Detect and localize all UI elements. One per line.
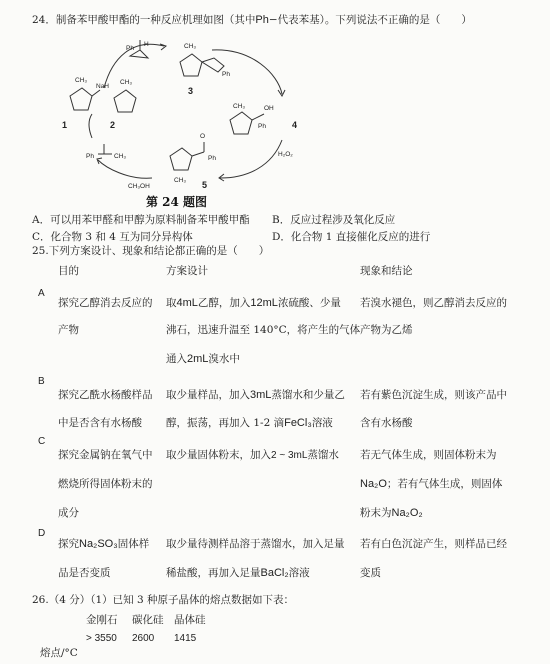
label-ph-4: Ph — [258, 123, 266, 130]
q25-a-d1d: 12mL — [250, 297, 278, 309]
q25-row-b-result-2: 含有水杨酸 — [360, 417, 413, 429]
q25-header-design: 方案设计 — [166, 265, 208, 277]
label-ch3-ester: CH₃ — [114, 153, 127, 160]
q25-d-d2c: 溶液 — [288, 567, 310, 579]
q26-header-si: 晶体硅 — [174, 614, 206, 626]
q26-row-label: 熔点/°C — [40, 647, 78, 659]
q25-b-d1a: 取少量样品，加入 — [166, 389, 250, 401]
q25-b-d2b: FeCl₃ — [284, 417, 312, 429]
q25-row-d-result-2: 变质 — [360, 567, 381, 579]
q25-a-d1a: 取 — [166, 297, 177, 309]
q25-b-d1c: 蒸馏水和少量乙 — [271, 389, 345, 401]
q25-row-a-design-1 — [166, 296, 341, 310]
q25-a-d3c: 溴水中 — [208, 353, 240, 365]
q26-value-diamond: > 3550 — [86, 633, 117, 644]
label-compound-2: 2 — [110, 120, 116, 130]
compound-3-ring — [180, 54, 202, 76]
label-ph-ester: Ph — [86, 153, 94, 160]
q26-value-si: 1415 — [174, 633, 197, 644]
q25-row-c-design-1 — [166, 448, 339, 463]
label-oh: OH — [264, 105, 274, 112]
reaction-mechanism-diagram — [52, 28, 342, 210]
label-h2o2: H₂O₂ — [278, 151, 293, 158]
q25-row-c-result-2 — [360, 477, 502, 491]
q25-row-a-design-3 — [166, 352, 240, 366]
q25-row-a-result-1: 若溴水褪色，则乙醇消去反应的 — [360, 297, 507, 309]
label-h: H — [144, 41, 149, 48]
q25-header-result: 现象和结论 — [360, 265, 413, 277]
q25-row-d-purpose-1 — [58, 537, 149, 551]
q25-d-d2a: 稀盐酸，再加入足量 — [166, 567, 261, 579]
q24-stem-part-a: 24．制备苯甲酸甲酯的一种反应机理如图（其中 — [32, 14, 256, 26]
q24-option-b: B．反应过程涉及氧化反应 — [272, 214, 396, 226]
q25-a-d3a: 通入 — [166, 353, 187, 365]
q25-row-b-label: B — [38, 376, 45, 387]
q25-row-d-purpose-2: 品是否变质 — [58, 567, 111, 579]
arrow-5-to-ester — [98, 160, 152, 178]
q25-c-r2a: Na₂O — [360, 478, 387, 490]
q25-b-d2a: 醇，振荡，再加入 1-2 滴 — [166, 417, 285, 429]
label-ch3-4: CH₃ — [233, 103, 246, 110]
q25-row-c-purpose-1: 探究金属钠在氧气中 — [58, 449, 153, 461]
q25-row-d-label: D — [38, 528, 46, 539]
compound-5-ring — [170, 148, 192, 170]
q25-stem: 25.下列方案设计、现象和结论都正确的是（ ） — [32, 245, 270, 257]
q25-d-d2b: BaCl₂ — [260, 567, 289, 579]
q25-row-b-design-2 — [166, 416, 333, 430]
q25-row-a-label: A — [38, 288, 45, 299]
q24-option-d: D．化合物 1 直接催化反应的进行 — [272, 231, 431, 243]
q25-c-r3a: 粉末为 — [360, 507, 392, 519]
q25-a-d1c: 乙醇，加入 — [197, 297, 251, 309]
q25-header-purpose: 目的 — [58, 265, 79, 277]
q25-row-a-purpose-2: 产物 — [58, 324, 79, 336]
arrow-1-to-2 — [104, 44, 164, 88]
q25-row-b-purpose-2: 中是否含有水杨酸 — [58, 417, 142, 429]
label-ph-3: Ph — [222, 71, 230, 78]
label-ph-5: Ph — [208, 155, 216, 162]
label-nah: NaH — [96, 83, 110, 90]
compound-2-ring — [114, 90, 136, 112]
label-ch3-1: CH₃ — [75, 77, 88, 84]
q25-row-a-purpose-1: 探究乙醇消去反应的 — [58, 297, 153, 309]
q25-row-a-result-2: 产物为乙烯 — [360, 324, 413, 336]
label-ph-aldehyde: Ph — [126, 45, 134, 52]
q25-d-p1c: 固体样 — [117, 538, 150, 550]
q24-stem — [32, 12, 472, 27]
q24-ph-symbol: Ph — [255, 14, 269, 26]
figure-caption: 第 24 题图 — [146, 195, 208, 209]
label-ch3oh: CH₃OH — [128, 183, 150, 190]
q26-stem: 26.（4 分）（1）已知 3 种原子晶体的熔点数据如下表： — [32, 594, 295, 606]
q25-row-c-purpose-2: 燃烧所得固体粉末的 — [58, 478, 153, 490]
q25-row-b-result-1: 若有紫色沉淀生成，则该产品中 — [360, 389, 507, 401]
q25-b-d2c: 溶液 — [311, 417, 333, 429]
q25-row-a-design-2: 沸石，迅速升温至 140°C，将产生的气体 — [166, 324, 361, 336]
q25-row-c-label: C — [38, 436, 46, 447]
compound-4-ring — [230, 112, 252, 134]
label-ch3-3: CH₃ — [184, 43, 197, 50]
label-compound-1: 1 — [62, 120, 68, 130]
q25-c-d1c: 蒸馏水 — [307, 449, 339, 461]
label-ch3-2: CH₃ — [120, 79, 133, 86]
q26-value-sic: 2600 — [132, 633, 155, 644]
q25-d-p1b: Na₂SO₃ — [79, 538, 118, 550]
q25-d-p1a: 探究 — [58, 538, 79, 550]
arrow-4-to-5 — [220, 140, 282, 178]
q25-c-r2b: ；若有气体生成，则固体 — [386, 478, 503, 490]
q25-row-c-purpose-3: 成分 — [58, 507, 79, 519]
compound-1-ring — [70, 88, 92, 110]
q25-c-d1b: 2 ~ 3mL — [271, 450, 308, 461]
label-compound-3: 3 — [188, 86, 194, 96]
label-compound-5: 5 — [202, 180, 208, 190]
q25-row-b-design-1 — [166, 388, 345, 402]
q25-c-r3b: Na₂O₂ — [391, 507, 423, 519]
q25-a-d3b: 2mL — [187, 353, 209, 365]
q25-row-c-result-1: 若无气体生成，则固体粉末为 — [360, 449, 497, 461]
q25-a-d1e: 浓硫酸、少量 — [277, 297, 341, 309]
q25-row-d-result-1: 若有白色沉淀产生，则样品已经 — [360, 538, 507, 550]
q26-header-diamond: 金刚石 — [86, 614, 118, 626]
q24-stem-part-b: −代表苯基）。下列说法不正确的是（ ） — [268, 14, 472, 26]
q25-row-c-result-3 — [360, 506, 423, 520]
q25-row-d-design-2 — [166, 566, 310, 580]
q24-option-a: A．可以用苯甲醛和甲醇为原料制备苯甲酸甲酯 — [32, 214, 250, 226]
q26-header-sic: 碳化硅 — [132, 614, 164, 626]
label-ch3-5: CH₃ — [174, 177, 187, 184]
arrow-regenerate — [89, 114, 92, 138]
q25-row-d-design-1: 取少量待测样品溶于蒸馏水，加入足量 — [166, 538, 345, 550]
label-compound-4: 4 — [292, 120, 298, 130]
q25-row-b-purpose-1: 探究乙酰水杨酸样品 — [58, 389, 153, 401]
label-o: O — [200, 133, 206, 140]
q25-b-d1b: 3mL — [250, 389, 272, 401]
q25-c-d1a: 取少量固体粉末，加入 — [166, 449, 271, 461]
q25-a-d1b: 4mL — [176, 297, 198, 309]
q24-option-c: C．化合物 3 和 4 互为同分异构体 — [32, 231, 193, 243]
